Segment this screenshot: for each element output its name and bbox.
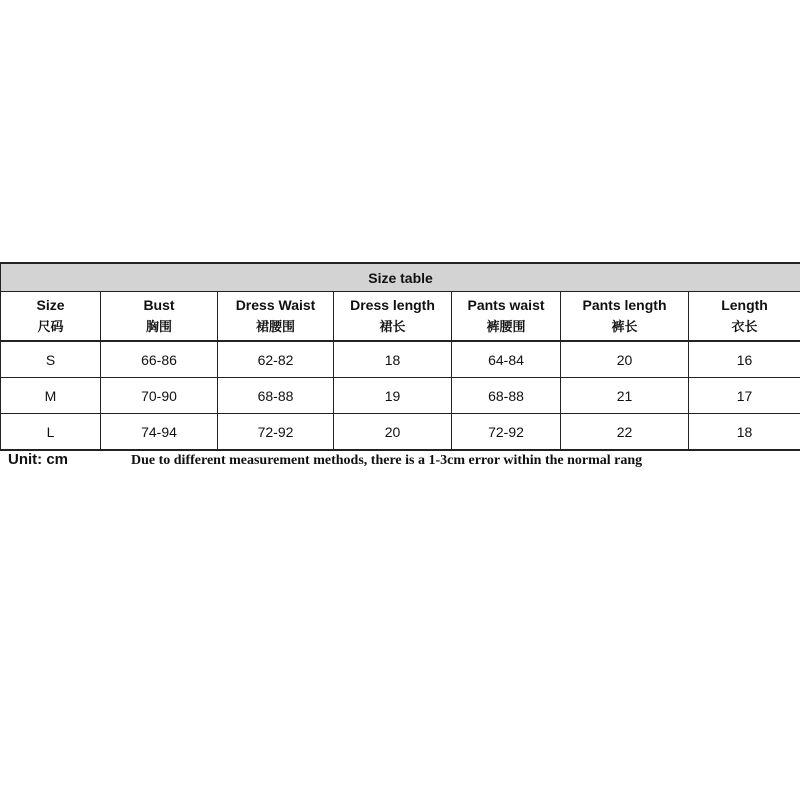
cell-length: 16: [689, 341, 800, 378]
column-header-bust: [101, 292, 218, 342]
table-row-l: [1, 414, 800, 451]
column-header-label: Length: [721, 297, 768, 313]
table-row-s: [1, 341, 800, 378]
column-header-label-cn: 衣长: [731, 319, 758, 334]
cell-dress-waist: 62-82: [218, 341, 334, 378]
column-header-label: Pants waist: [467, 297, 545, 313]
column-header-label: Pants length: [582, 297, 667, 313]
cell-dress-length: 19: [334, 378, 452, 414]
column-header-label: Size: [36, 297, 65, 313]
column-header-label: Bust: [143, 297, 175, 313]
cell-pants-waist: 72-92: [452, 414, 561, 451]
column-header-label-cn: 裤长: [611, 319, 638, 334]
cell-length: 17: [689, 378, 800, 414]
column-header-label: Dress length: [350, 297, 435, 313]
cell-pants-waist: 64-84: [452, 341, 561, 378]
table-row-m: [1, 378, 800, 414]
column-header-label-cn: 尺码: [37, 319, 64, 334]
column-header-dress-length: [334, 292, 452, 342]
column-header-label-cn: 胸围: [145, 319, 172, 334]
column-header-label-cn: 裙长: [379, 319, 406, 334]
cell-pants-length: 20: [561, 341, 689, 378]
cell-length: 18: [689, 414, 800, 451]
cell-size: S: [1, 341, 101, 378]
cell-dress-waist: 72-92: [218, 414, 334, 451]
column-header-dress-waist: [218, 292, 334, 342]
column-header-length: [689, 292, 800, 342]
cell-pants-length: 21: [561, 378, 689, 414]
unit-label: Unit: cm: [8, 451, 68, 468]
measurement-note: Due to different measurement methods, there is a 1-3cm error within the normal rang: [131, 453, 643, 468]
column-header-label-cn: 裙腰围: [255, 319, 295, 334]
table-title: Size table: [1, 263, 800, 292]
size-chart-footer: [0, 451, 800, 473]
column-header-size: [1, 292, 101, 342]
column-header-label-cn: 裤腰围: [486, 319, 526, 334]
column-header-pants-length: [561, 292, 689, 342]
cell-dress-length: 20: [334, 414, 452, 451]
cell-dress-length: 18: [334, 341, 452, 378]
cell-bust: 70-90: [101, 378, 218, 414]
size-table: [0, 262, 800, 451]
cell-pants-length: 22: [561, 414, 689, 451]
header-row: [1, 292, 800, 342]
cell-bust: 66-86: [101, 341, 218, 378]
cell-bust: 74-94: [101, 414, 218, 451]
cell-pants-waist: 68-88: [452, 378, 561, 414]
cell-dress-waist: 68-88: [218, 378, 334, 414]
cell-size: M: [1, 378, 101, 414]
cell-size: L: [1, 414, 101, 451]
column-header-pants-waist: [452, 292, 561, 342]
column-header-label: Dress Waist: [235, 297, 316, 313]
